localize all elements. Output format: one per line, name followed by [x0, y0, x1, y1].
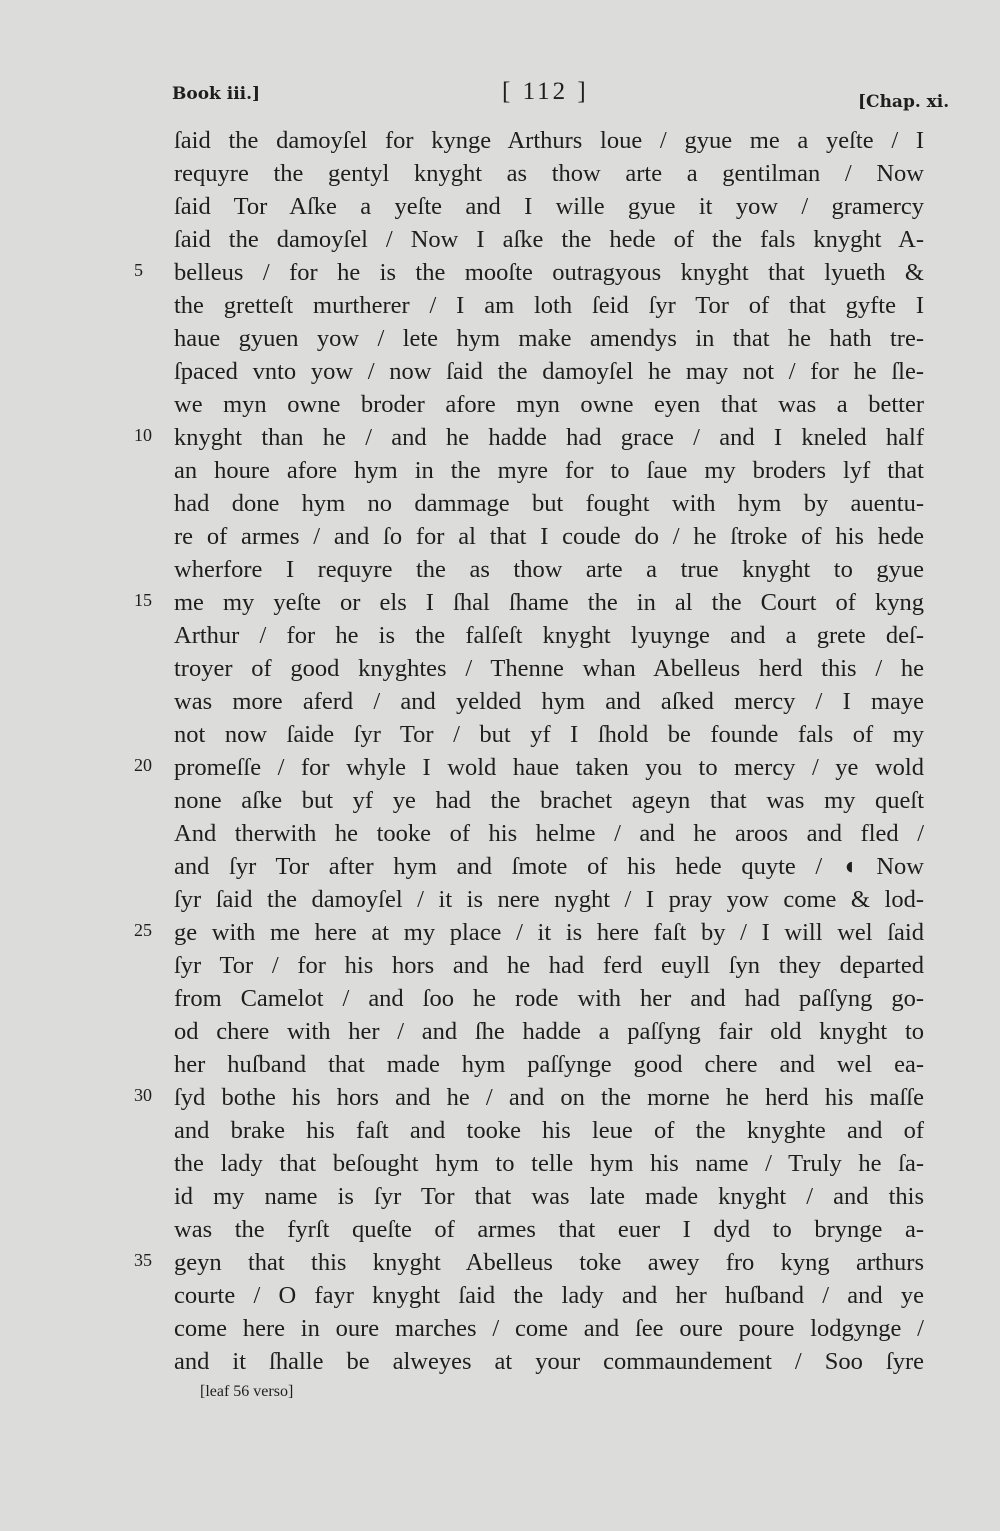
line-text: ſpaced vnto yow / now ſaid the damoyſel he may not / for he ſle-	[174, 358, 924, 385]
text-line	[130, 1015, 940, 1048]
line-number: 35	[134, 1250, 152, 1270]
text-line	[130, 883, 940, 916]
line-text: ſyd bothe his hors and he / and on the morne he herd his maſſe	[174, 1084, 924, 1111]
text-line	[130, 1180, 940, 1213]
text-line	[130, 256, 940, 289]
text-line	[130, 454, 940, 487]
line-number: 5	[134, 260, 143, 280]
line-text: and it ſhalle be alweyes at your commaundement / Soo ſyre	[174, 1348, 924, 1375]
text-line	[130, 190, 940, 223]
line-text: not now ſaide ſyr Tor / but yf I ſhold be founde fals of my	[174, 721, 924, 748]
line-text: and ſyr Tor after hym and ſmote of his hede quyte / ◖ Now	[174, 853, 924, 880]
line-text: we myn owne broder afore myn owne eyen that was a better	[174, 391, 924, 418]
line-text: Arthur / for he is the falſeſt knyght lyuynge and a grete deſ-	[174, 622, 924, 649]
line-text: wherfore I requyre the as thow arte a true knyght to gyue	[174, 556, 924, 583]
text-line	[130, 619, 940, 652]
line-text: ge with me here at my place / it is here faſt by / I will wel ſaid	[174, 919, 924, 946]
text-line	[130, 388, 940, 421]
text-line	[130, 1246, 940, 1279]
text-line	[130, 850, 940, 883]
line-text: ſaid the damoyſel / Now I aſke the hede of the fals knyght A-	[174, 226, 924, 253]
line-text: from Camelot / and ſoo he rode with her and had paſſyng go-	[174, 985, 924, 1012]
line-text: come here in oure marches / come and ſee oure poure lodgynge /	[174, 1315, 924, 1342]
line-text: was more aferd / and yelded hym and aſked mercy / I maye	[174, 688, 924, 715]
text-line	[130, 1081, 940, 1114]
text-line	[130, 1279, 940, 1312]
line-number: 15	[134, 590, 152, 610]
line-text: od chere with her / and ſhe hadde a paſſyng fair old knyght to	[174, 1018, 924, 1045]
text-line	[130, 685, 940, 718]
line-text: haue gyuen yow / lete hym make amendys in that he hath tre-	[174, 325, 924, 352]
text-line	[130, 1147, 940, 1180]
line-text: geyn that this knyght Abelleus toke awey fro kyng arthurs	[174, 1249, 924, 1276]
line-text: and brake his faſt and tooke his leue of the knyghte and of	[174, 1117, 924, 1144]
page-header	[0, 74, 1000, 114]
text-line	[130, 520, 940, 553]
line-text: troyer of good knyghtes / Thenne whan Abelleus herd this / he	[174, 655, 924, 682]
line-text: ſaid Tor Aſke a yeſte and I wille gyue it yow / gramercy	[174, 193, 924, 220]
line-text: id my name is ſyr Tor that was late made knyght / and this	[174, 1183, 924, 1210]
line-text: none aſke but yf ye had the brachet ageyn that was my queſt	[174, 787, 924, 814]
body-text	[130, 124, 940, 1378]
line-text: ſyr Tor / for his hors and he had ferd euyll ſyn they departed	[174, 952, 924, 979]
text-line	[130, 487, 940, 520]
text-line	[130, 553, 940, 586]
text-line	[130, 1114, 940, 1147]
text-line	[130, 586, 940, 619]
line-text: courte / O fayr knyght ſaid the lady and her huſband / and ye	[174, 1282, 924, 1309]
text-line	[130, 421, 940, 454]
text-line	[130, 982, 940, 1015]
text-line	[130, 784, 940, 817]
text-line	[130, 1048, 940, 1081]
leaf-note: [leaf 56 verso]	[200, 1383, 294, 1400]
text-line	[130, 718, 940, 751]
text-line	[130, 817, 940, 850]
text-line	[130, 1312, 940, 1345]
text-line	[130, 223, 940, 256]
book-label: Book iii.]	[172, 84, 261, 104]
line-text: ſyr ſaid the damoyſel / it is nere nyght / I pray yow come & lod-	[174, 886, 924, 913]
line-text: requyre the gentyl knyght as thow arte a gentilman / Now	[174, 160, 924, 187]
line-text: was the fyrſt queſte of armes that euer I dyd to brynge a-	[174, 1216, 924, 1243]
line-text: re of armes / and ſo for al that I coude do / he ſtroke of his hede	[174, 523, 924, 550]
text-line	[130, 751, 940, 784]
page-number: [ 112 ]	[502, 78, 589, 105]
text-line	[130, 652, 940, 685]
line-number: 30	[134, 1085, 152, 1105]
text-line	[130, 322, 940, 355]
line-number: 20	[134, 755, 152, 775]
text-line	[130, 949, 940, 982]
line-text: ſaid the damoyſel for kynge Arthurs loue / gyue me a yeſte / I	[174, 127, 924, 154]
text-line	[130, 355, 940, 388]
text-line	[130, 124, 940, 157]
line-text: her huſband that made hym paſſynge good chere and wel ea-	[174, 1051, 924, 1078]
line-text: me my yeſte or els I ſhal ſhame the in al the Court of kyng	[174, 589, 924, 616]
line-number: 10	[134, 425, 152, 445]
line-text: the lady that beſought hym to telle hym his name / Truly he ſa-	[174, 1150, 924, 1177]
line-text: an houre afore hym in the myre for to ſaue my broders lyf that	[174, 457, 924, 484]
chapter-label: [Chap. xi.	[858, 92, 950, 112]
text-line	[130, 1345, 940, 1378]
text-line	[130, 1213, 940, 1246]
text-line	[130, 916, 940, 949]
text-line	[130, 289, 940, 322]
line-text: And therwith he tooke of his helme / and he aroos and fled /	[174, 820, 924, 847]
line-text: had done hym no dammage but fought with hym by auentu-	[174, 490, 924, 517]
line-text: belleus / for he is the mooſte outragyous knyght that lyueth &	[174, 259, 924, 286]
line-text: promeſſe / for whyle I wold haue taken you to mercy / ye wold	[174, 754, 924, 781]
line-number: 25	[134, 920, 152, 940]
line-text: knyght than he / and he hadde had grace / and I kneled half	[174, 424, 924, 451]
line-text: the gretteſt murtherer / I am loth ſeid ſyr Tor of that gyfte I	[174, 292, 924, 319]
text-line	[130, 157, 940, 190]
